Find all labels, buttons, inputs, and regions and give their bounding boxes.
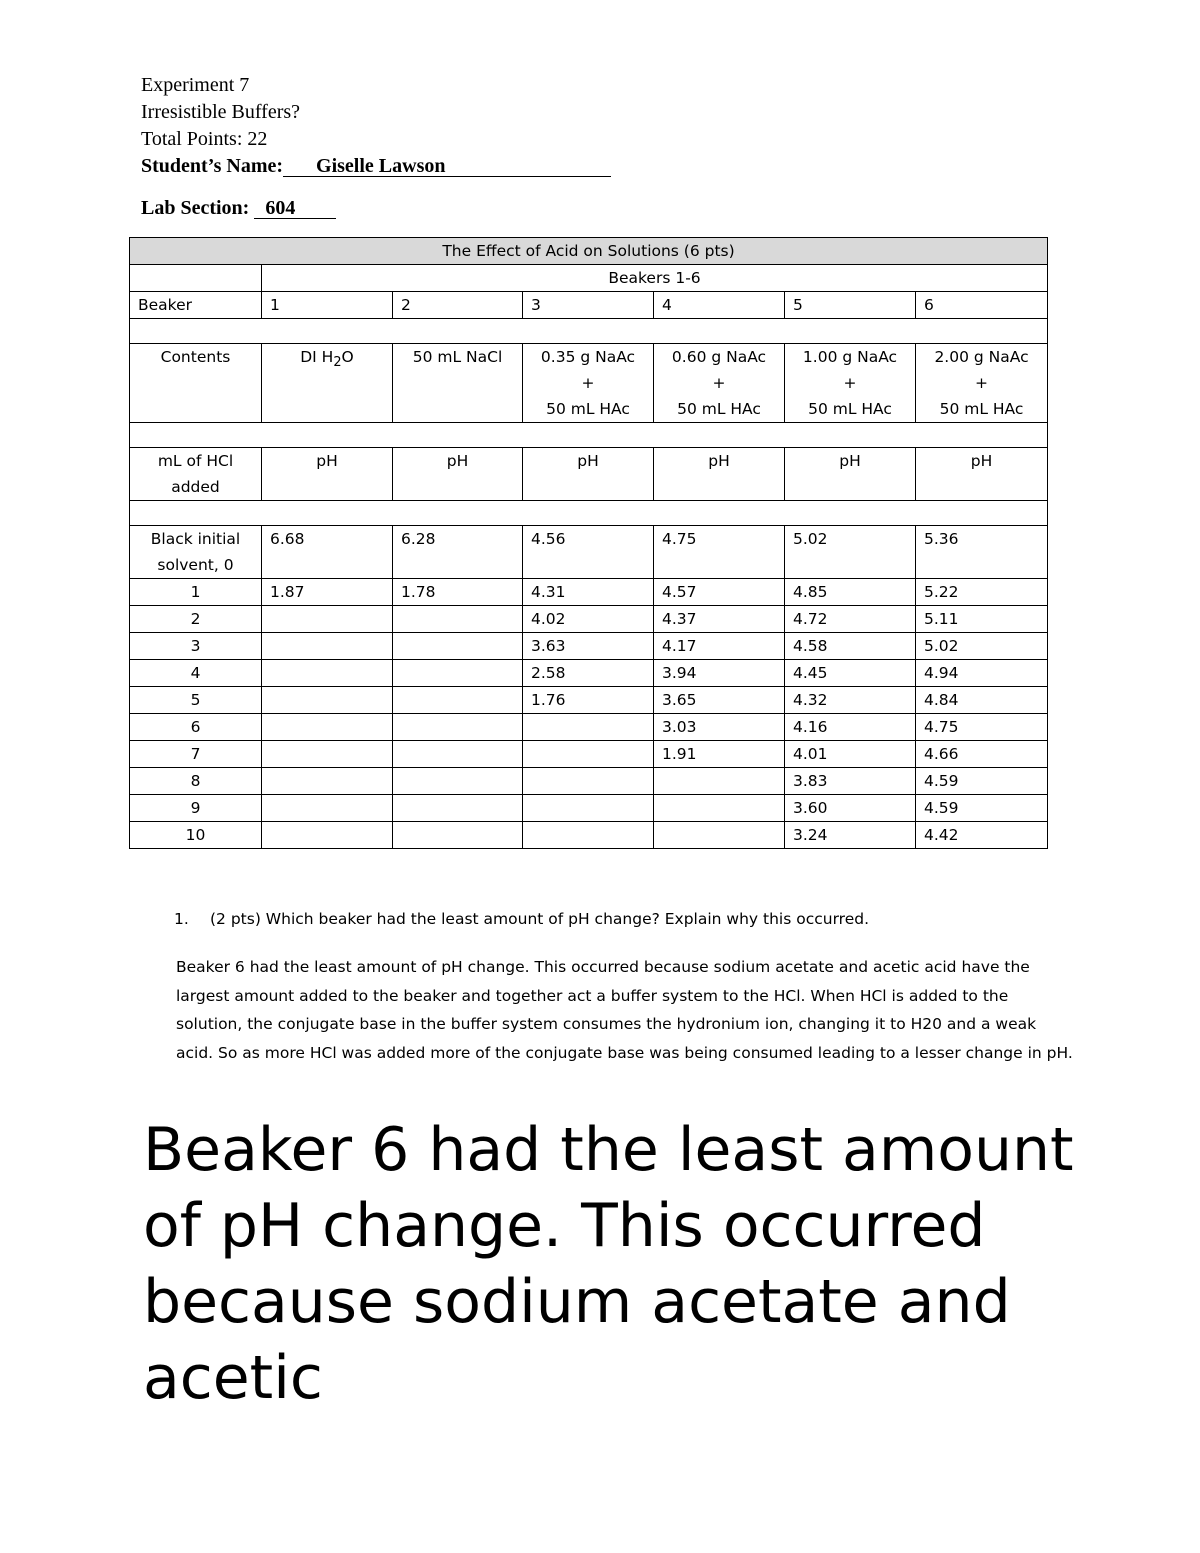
ph-value <box>262 606 393 633</box>
ph-value <box>523 741 654 768</box>
ph-header: pH <box>393 448 523 501</box>
ph-value <box>654 795 785 822</box>
contents-line1b: O <box>341 348 354 366</box>
ph-value: 4.57 <box>654 579 785 606</box>
contents-line1: DI H <box>300 348 334 366</box>
table-row <box>130 687 1048 714</box>
table-row <box>130 660 1048 687</box>
hcl-ml: 8 <box>130 768 262 795</box>
contents-line3: 50 mL HAc <box>677 400 761 418</box>
ph-value: 4.85 <box>785 579 916 606</box>
ph-value: 5.22 <box>916 579 1048 606</box>
ph-value: 3.24 <box>785 822 916 849</box>
ph-header: pH <box>262 448 393 501</box>
ph-value <box>262 795 393 822</box>
table-title: The Effect of Acid on Solutions (6 pts) <box>130 238 1048 265</box>
ph-value: 1.76 <box>523 687 654 714</box>
ph-value: 4.75 <box>916 714 1048 741</box>
hcl-ml: 3 <box>130 633 262 660</box>
beaker-number: 2 <box>393 292 523 319</box>
student-name-row <box>141 153 611 180</box>
contents-line1: 50 mL NaCl <box>412 348 503 366</box>
ph-value <box>262 714 393 741</box>
answer-text: Beaker 6 had the least amount of pH change. This occurred because sodium acetate and acetic acid have the largest amount added to the beaker and together act a buffer system to the HCl. When HCl is added to the solution, the conjugate base in the buffer system consumes the hydronium ion, changing it to H20 and a weak acid. So as more HCl was added more of the conjugate base was being consumed leading to a lesser change in pH. <box>176 958 1073 1062</box>
contents-line1: 0.35 g NaAc <box>540 348 636 366</box>
empty-cell <box>130 265 262 292</box>
contents-subscript: 2 <box>333 355 342 371</box>
ph-value: 4.32 <box>785 687 916 714</box>
student-name-value: Giselle Lawson <box>283 156 611 177</box>
ph-value <box>262 633 393 660</box>
table-row <box>130 579 1048 606</box>
table-row <box>130 768 1048 795</box>
ph-value <box>523 795 654 822</box>
contents-cell <box>523 344 654 423</box>
spacer-row <box>130 423 1048 448</box>
ph-value: 5.36 <box>916 526 1048 579</box>
ph-header: pH <box>654 448 785 501</box>
ph-value: 3.63 <box>523 633 654 660</box>
ph-value <box>393 795 523 822</box>
initial-label: Black initial solvent, 0 <box>130 526 262 579</box>
ph-value: 6.68 <box>262 526 393 579</box>
question-1 <box>174 910 1074 928</box>
hcl-ml: 9 <box>130 795 262 822</box>
hcl-ml: 7 <box>130 741 262 768</box>
table-title-row <box>130 238 1048 265</box>
ph-value: 4.59 <box>916 768 1048 795</box>
ph-value <box>523 768 654 795</box>
ph-value: 4.01 <box>785 741 916 768</box>
contents-cell <box>916 344 1048 423</box>
contents-line2: + <box>581 374 595 392</box>
ph-value <box>393 633 523 660</box>
table-row <box>130 795 1048 822</box>
ph-value: 1.87 <box>262 579 393 606</box>
large-excerpt: Beaker 6 had the least amount of pH change. This occurred because sodium acetate and acetic <box>143 1115 1074 1413</box>
ph-value: 3.83 <box>785 768 916 795</box>
contents-row <box>130 344 1048 423</box>
group-header: Beakers 1-6 <box>262 265 1048 292</box>
hcl-ml: 4 <box>130 660 262 687</box>
beaker-number-row <box>130 292 1048 319</box>
ph-value: 1.78 <box>393 579 523 606</box>
experiment-number: Experiment 7 <box>141 74 250 96</box>
ph-value: 4.45 <box>785 660 916 687</box>
ph-value: 4.84 <box>916 687 1048 714</box>
hcl-ml: 5 <box>130 687 262 714</box>
ph-value: 4.66 <box>916 741 1048 768</box>
lab-section-label: Lab Section: <box>141 197 255 219</box>
hcl-ml: 10 <box>130 822 262 849</box>
question-text: (2 pts) Which beaker had the least amount of pH change? Explain why this occurred. <box>210 910 870 928</box>
hcl-ml: 1 <box>130 579 262 606</box>
contents-cell <box>785 344 916 423</box>
ph-header-row <box>130 448 1048 501</box>
ph-value: 4.59 <box>916 795 1048 822</box>
ph-value <box>393 741 523 768</box>
spacer-row <box>130 501 1048 526</box>
ph-value: 4.94 <box>916 660 1048 687</box>
lab-section-value: 604 <box>254 198 336 219</box>
contents-line1: 1.00 g NaAc <box>802 348 898 366</box>
ph-value: 4.75 <box>654 526 785 579</box>
contents-cell <box>654 344 785 423</box>
acid-effect-table <box>129 237 1048 849</box>
contents-line2: + <box>843 374 857 392</box>
ph-value: 4.17 <box>654 633 785 660</box>
ph-value <box>393 714 523 741</box>
contents-cell <box>262 344 393 423</box>
contents-line2: + <box>975 374 989 392</box>
question-number: 1. <box>174 910 189 928</box>
table-row <box>130 714 1048 741</box>
ph-value <box>654 768 785 795</box>
ph-value <box>393 687 523 714</box>
lab-section-row <box>141 195 611 222</box>
ph-value: 3.03 <box>654 714 785 741</box>
contents-line2: + <box>712 374 726 392</box>
contents-line1: 2.00 g NaAc <box>934 348 1029 366</box>
ph-value: 5.02 <box>916 633 1048 660</box>
beaker-label: Beaker <box>130 292 262 319</box>
ph-value <box>262 687 393 714</box>
ph-value <box>262 768 393 795</box>
ph-value: 3.60 <box>785 795 916 822</box>
contents-line3: 50 mL HAc <box>808 400 892 418</box>
ph-value: 4.31 <box>523 579 654 606</box>
spacer-row <box>130 319 1048 344</box>
experiment-title: Irresistible Buffers? <box>141 101 301 123</box>
hcl-ml: 2 <box>130 606 262 633</box>
ph-value: 4.37 <box>654 606 785 633</box>
beaker-number: 5 <box>785 292 916 319</box>
student-name-label: Student’s Name: <box>141 155 284 177</box>
ph-header: pH <box>916 448 1048 501</box>
contents-label: Contents <box>130 344 262 423</box>
ph-value: 6.28 <box>393 526 523 579</box>
ph-header: pH <box>785 448 916 501</box>
ph-value: 5.11 <box>916 606 1048 633</box>
table-row <box>130 822 1048 849</box>
ph-value <box>262 822 393 849</box>
ph-rows <box>130 579 1048 849</box>
ph-value <box>262 741 393 768</box>
ph-value: 3.65 <box>654 687 785 714</box>
total-points: Total Points: 22 <box>141 128 268 150</box>
table-row <box>130 741 1048 768</box>
ph-value: 4.56 <box>523 526 654 579</box>
ph-value: 4.02 <box>523 606 654 633</box>
ph-value: 2.58 <box>523 660 654 687</box>
beaker-number: 1 <box>262 292 393 319</box>
initial-ph-row <box>130 526 1048 579</box>
ph-value: 4.58 <box>785 633 916 660</box>
document-header <box>141 72 611 222</box>
contents-cell <box>393 344 523 423</box>
ph-value: 1.91 <box>654 741 785 768</box>
contents-line3: 50 mL HAc <box>546 400 630 418</box>
beaker-number: 3 <box>523 292 654 319</box>
table-row <box>130 633 1048 660</box>
ph-value <box>393 606 523 633</box>
table-row <box>130 606 1048 633</box>
ph-value <box>393 822 523 849</box>
hcl-ml: 6 <box>130 714 262 741</box>
hcl-label: mL of HCl added <box>130 448 262 501</box>
ph-value: 4.16 <box>785 714 916 741</box>
ph-value: 4.42 <box>916 822 1048 849</box>
ph-value: 3.94 <box>654 660 785 687</box>
contents-line1: 0.60 g NaAc <box>671 348 767 366</box>
ph-value <box>654 822 785 849</box>
beaker-number: 6 <box>916 292 1048 319</box>
ph-value: 4.72 <box>785 606 916 633</box>
ph-value <box>523 822 654 849</box>
ph-value <box>393 768 523 795</box>
ph-value <box>523 714 654 741</box>
ph-header: pH <box>523 448 654 501</box>
group-header-row <box>130 265 1048 292</box>
ph-value <box>262 660 393 687</box>
contents-line3: 50 mL HAc <box>939 400 1024 418</box>
ph-value: 5.02 <box>785 526 916 579</box>
beaker-number: 4 <box>654 292 785 319</box>
ph-value <box>393 660 523 687</box>
